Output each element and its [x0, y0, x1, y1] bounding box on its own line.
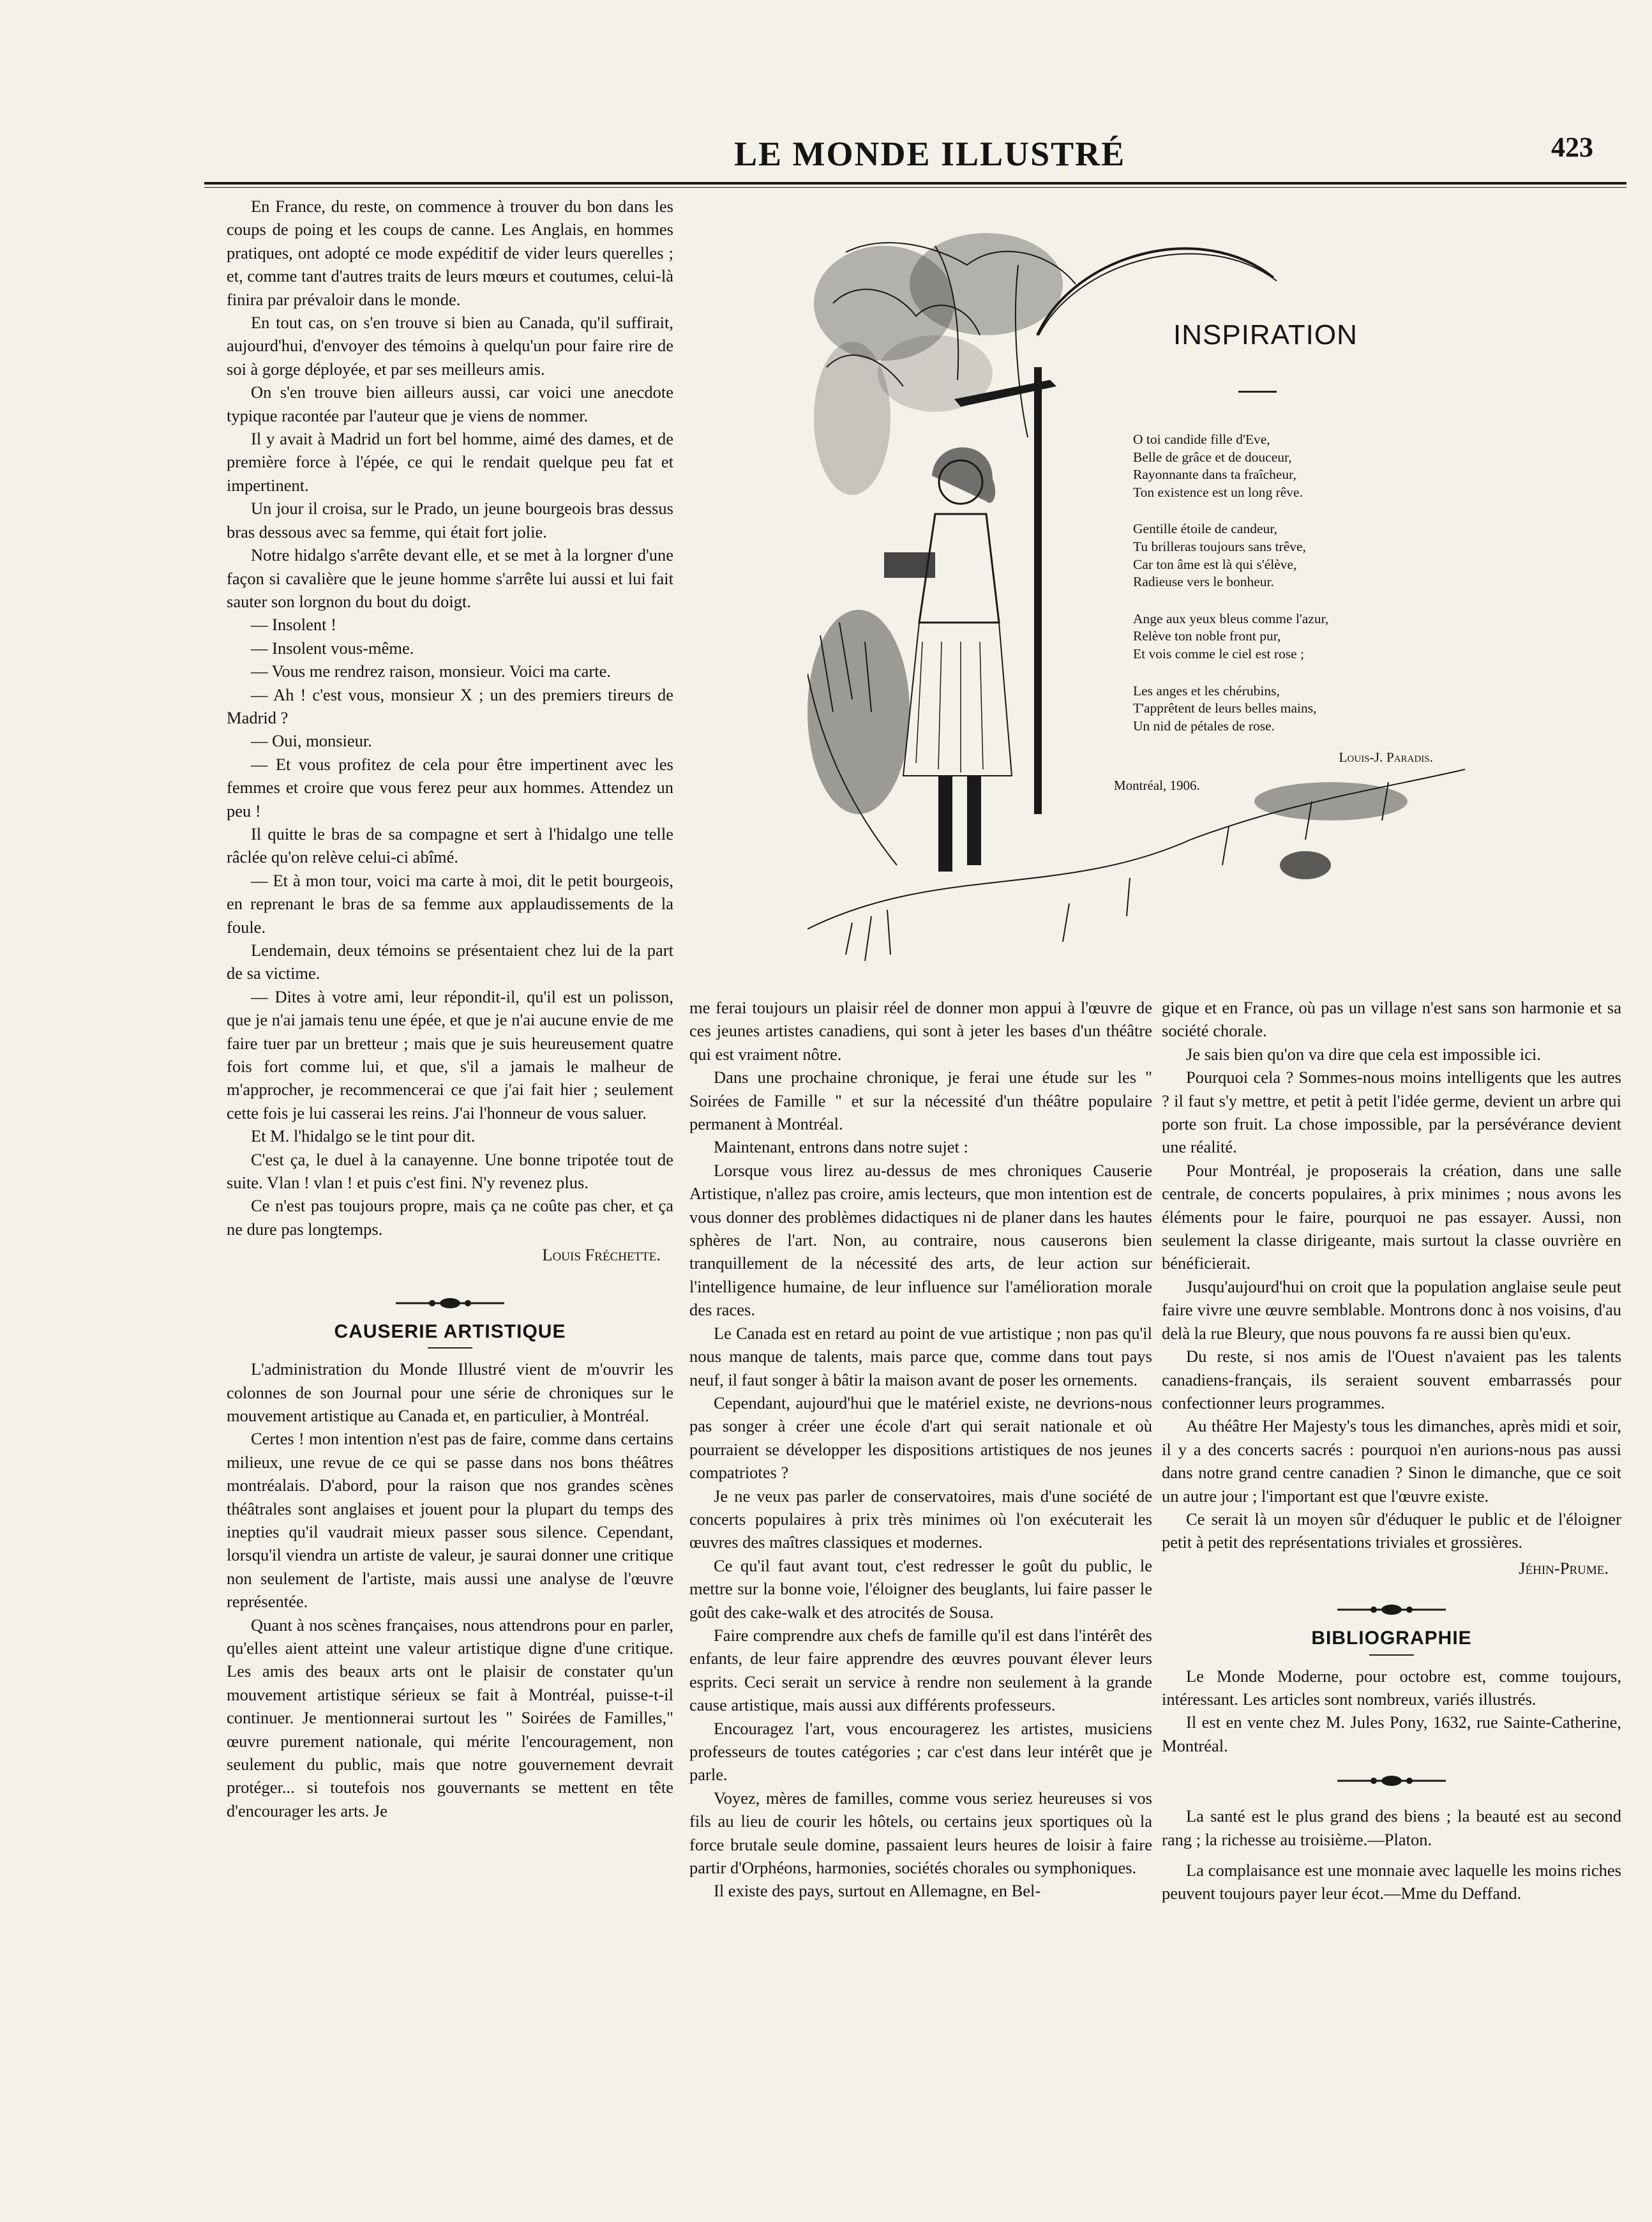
poem-line: Rayonnante dans ta fraîcheur,	[1133, 467, 1296, 483]
maxim: La santé est le plus grand des biens ; la beauté est au second rang ; la richesse au troisième.—Platon.	[1162, 1806, 1621, 1849]
poem-line: Les anges et les chérubins,	[1133, 683, 1280, 699]
poem-line: Ton existence est un long rêve.	[1133, 484, 1303, 500]
poem-line: O toi candide fille d'Eve,	[1133, 432, 1270, 447]
paragraph: — Insolent vous-même.	[251, 638, 414, 658]
header-rule-thin	[204, 187, 1626, 188]
paragraph: En tout cas, on s'en trouve si bien au Canada, qu'il suffirait, aujourd'hui, d'envoyer des témoins à quelqu'un pour faire rire de soi à gorge déployée, et par ses meilleurs amis.	[227, 313, 673, 379]
paragraph: Notre hidalgo s'arrête devant elle, et se met à la lorgner d'une façon si cavalière que le jeune homme s'arrête lui aussi et lui fait sauter son lorgnon du bout du doigt.	[227, 545, 673, 611]
poem-line: Car ton âme est là qui s'élève,	[1133, 556, 1297, 572]
paragraph: Pourquoi cela ? Sommes-nous moins intelligents que les autres ? il faut s'y mettre, et petit à petit l'idée germe, devient un arbre qui porte son fruit. La chose impossible, par la persévérance devient une réalité.	[1162, 1068, 1621, 1157]
poem-line: Relève ton noble front pur,	[1133, 628, 1281, 644]
paragraph: Un jour il croisa, sur le Prado, un jeune bourgeois bras dessus bras dessous avec sa femme, qui était fort jolie.	[227, 499, 673, 541]
poem-line: Gentille étoile de candeur,	[1133, 521, 1277, 537]
title-rule	[1369, 1654, 1414, 1656]
paragraph: — Insolent !	[251, 615, 336, 635]
paragraph: L'administration du Monde Illustré vient de m'ouvrir les colonnes de son Journal pour une série de chroniques sur le mouvement artistique au Canada et, en particulier, à Montréal.	[227, 1359, 673, 1425]
paragraph: Du reste, si nos amis de l'Ouest n'avaient pas les talents canadiens-français, ils seraient souvent embarrassés pour confectionner leurs programmes.	[1162, 1347, 1621, 1412]
column-middle	[689, 996, 1152, 1903]
paragraph: me ferai toujours un plaisir réel de donner mon appui à l'œuvre de ces jeunes artistes canadiens, qui sont à jeter les bases d'un théâtre qui est vraiment nôtre.	[689, 998, 1152, 1064]
paragraph: Dans une prochaine chronique, je ferai une étude sur les " Soirées de Famille " et sur la nécessité d'un théâtre populaire permanent à Montréal.	[689, 1068, 1152, 1134]
poem-line: Radieuse vers le bonheur.	[1133, 574, 1274, 590]
poem-title-rule	[1238, 391, 1277, 393]
paragraph: Jusqu'aujourd'hui on croit que la population anglaise seule peut faire vivre une œuvre semblable. Montrons donc à nos voisins, d'au delà la rue Bleury, que nous pouvons fa re aussi bien qu'eux.	[1162, 1276, 1621, 1343]
signature: Jéhin-Prume.	[1519, 1558, 1609, 1578]
paragraph: Je ne veux pas parler de conservatoires, mais d'une société de concerts populaires à prix très minimes où l'on exécuterait les œuvres des maîtres classiques et modernes.	[689, 1486, 1152, 1552]
paragraph: Lendemain, deux témoins se présentaient chez lui de la part de sa victime.	[227, 941, 673, 983]
header-rule	[204, 182, 1626, 185]
paragraph: Certes ! mon intention n'est pas de faire, comme dans certains milieux, une revue de ce qui se passe dans nos bons théâtres montréalais. D'abord, pour la raison que nos grandes scènes théâtrales sont anglaises et jouent pour la plupart du temps des inepties qu'il vaudrait mieux passer sous silence. Cependant, lorsqu'il viendra un artiste de valeur, je saurai donner une critique non seulement de l'artiste, mais aussi une analyse de l'œuvre représentée.	[227, 1429, 673, 1612]
paragraph: Ce qu'il faut avant tout, c'est redresser le goût du public, le mettre sur la bonne voie, l'éloigner des beuglants, lui faire passer le goût des cake-walk et des atrocités de Sousa.	[689, 1555, 1152, 1622]
paragraph: — Ah ! c'est vous, monsieur X ; un des premiers tireurs de Madrid ?	[227, 684, 673, 727]
paragraph: gique et en France, où pas un village n'est sans son harmonie et sa société chorale.	[1162, 998, 1621, 1041]
column-right	[1162, 996, 1621, 1905]
ornament-divider	[1334, 1599, 1449, 1621]
paragraph: Voyez, mères de familles, comme vous seriez heureuses si vos fils au lieu de courir les hôtels, ou certains jeux sportiques où la force brutale seule domine, passaient leurs heures de loisir à faire partir d'Orphéons, harmonies, sociétés chorales ou symphoniques.	[689, 1788, 1152, 1878]
paragraph: Encouragez l'art, vous encouragerez les artistes, musiciens professeurs de toutes catégories ; car c'est dans leur intérêt que je parle.	[689, 1718, 1152, 1785]
paragraph: Ce serait là un moyen sûr d'éduquer le public et de l'éloigner petit à petit des représentations triviales et grossières.	[1162, 1509, 1621, 1552]
paragraph: Pour Montréal, je proposerais la création, dans une salle centrale, de concerts populaires, à prix minimes ; nous avons les éléments pour le faire, pourquoi ne pas essayer. Aussi, non seulement la classe dirigeante, mais surtout la classe ouvrière en bénéficierait.	[1162, 1160, 1621, 1273]
newspaper-title: LE MONDE ILLUSTRÉ	[734, 135, 1126, 173]
ornament-divider	[1334, 1770, 1449, 1792]
paragraph: — Oui, monsieur.	[251, 731, 372, 751]
paragraph: — Et à mon tour, voici ma carte à moi, dit le petit bourgeois, en reprenant le bras de sa femme aux applaudissements de la foule.	[227, 870, 673, 937]
signature: Louis Fréchette.	[542, 1245, 661, 1265]
paragraph: Le Canada est en retard au point de vue artistique ; non pas qu'il nous manque de talents, mais parce que, comme dans tout pays neuf, il faut songer à bâtir la maison avant de poser les ornements.	[689, 1323, 1152, 1389]
poem-author: Louis-J. Paradis.	[1339, 750, 1433, 766]
title-rule	[428, 1347, 472, 1349]
paragraph: Faire comprendre aux chefs de famille qu'il est dans l'intérêt des enfants, de leur faire apprendre des œuvres pouvant élever leurs esprits. Ceci serait un service à rendre non seulement à la grande cause artistique, mais aussi aux différents professeurs.	[689, 1625, 1152, 1715]
poem-stanza	[1133, 610, 1433, 663]
paragraph: — Vous me rendrez raison, monsieur. Voici ma carte.	[251, 661, 611, 681]
paragraph: Quant à nos scènes françaises, nous attendrons pour en parler, qu'elles aient atteint une valeur artistique digne d'une critique. Les amis des beaux arts ont le plaisir de constater qu'un mouvement artistique sérieux se fait à Montréal, puisse-t-il continuer. Je mentionnerai surtout les " Soirées de Familles," œuvre purement nationale, qui mérite l'encouragement, non seulement du public, mais que notre gouvernement devrait protéger... si toutefois nos gouvernants se mettent en tête d'encourager les arts. Je	[227, 1615, 673, 1820]
paragraph: — Et vous profitez de cela pour être impertinent avec les femmes et croire que vous ferez peur aux hommes. Attendez un peu !	[227, 754, 673, 820]
poem-stanza	[1133, 520, 1433, 591]
poem-title: INSPIRATION	[1173, 319, 1358, 351]
poem-line: Belle de grâce et de douceur,	[1133, 449, 1292, 465]
paragraph: En France, du reste, on commence à trouver du bon dans les coups de poing et les coups de canne. Les Anglais, en hommes pratiques, ont adopté ce mode expéditif de vider leurs querelles ; et, comme tant d'autres traits de leurs mœurs et coutumes, celui-là finira par prévaloir dans le monde.	[227, 197, 673, 309]
paragraph: C'est ça, le duel à la canayenne. Une bonne tripotée tout de suite. Vlan ! vlan ! et puis c'est fini. N'y revenez plus.	[227, 1149, 673, 1193]
paragraph: Il existe des pays, surtout en Allemagne, en Bel-	[714, 1881, 1041, 1901]
paragraph: Je sais bien qu'on va dire que cela est impossible ici.	[1186, 1044, 1541, 1064]
page-number: 423	[1551, 132, 1593, 163]
paragraph: Le Monde Moderne, pour octobre est, comme toujours, intéressant. Les articles sont nombreux, variés illustrés.	[1162, 1666, 1621, 1709]
poem-line: Tu brilleras toujours sans trêve,	[1133, 538, 1306, 554]
paragraph: Il est en vente chez M. Jules Pony, 1632, rue Sainte-Catherine, Montréal.	[1162, 1712, 1621, 1755]
paragraph: — Dites à votre ami, leur répondit-il, qu'il est un polisson, que je n'ai jamais tenu une épée, et que je n'ai aucune envie de me faire tuer par un bretteur ; mais que je suis heureusement quatre fois fort comme lui, et que, s'il a jamais le malheur de m'approcher, je recommencerai ce que j'ai fait hier ; seulement cette fois je lui casserai les reins. J'ai l'honneur de vous saluer.	[227, 986, 673, 1122]
section-title-bibliographie: BIBLIOGRAPHIE	[1311, 1628, 1472, 1649]
paragraph: Et M. l'hidalgo se le tint pour dit.	[251, 1126, 476, 1146]
paragraph: Maintenant, entrons dans notre sujet :	[714, 1137, 968, 1157]
paragraph: Lorsque vous lirez au-dessus de mes chroniques Causerie Artistique, n'allez pas croire, amis lecteurs, que mon intention est de vous donner des problèmes didactiques ni de planer dans les hautes sphères de l'art. Non, au contraire, nous causerons bien tranquillement de la nécessité des arts, de leur action sur l'intelligence humaine, de leur influence sur l'amélioration morale des races.	[689, 1160, 1152, 1320]
poem-stanza	[1133, 431, 1433, 501]
paragraph: Au théâtre Her Majesty's tous les dimanches, après midi et soir, il y a des concerts sacrés : pourquoi n'en aurions-nous pas aussi dans notre grand centre canadien ? Sinon le dimanche, que ce soit un autre jour ; l'important est que l'œuvre existe.	[1162, 1416, 1621, 1506]
paragraph: Cependant, aujourd'hui que le matériel existe, ne devrions-nous pas songer à créer une école d'art qui serait nationale et où pourraient se développer les dispositions artistiques de nos jeunes compatriotes ?	[689, 1393, 1152, 1483]
maxim: La complaisance est une monnaie avec laquelle les moins riches peuvent toujours payer leur écot.—Mme du Deffand.	[1162, 1861, 1621, 1903]
paragraph: On s'en trouve bien ailleurs aussi, car voici une anecdote typique racontée par l'auteur que je viens de nommer.	[227, 382, 673, 425]
paragraph: Il quitte le bras de sa compagne et sert à l'hidalgo une telle râclée qu'on relève celui-ci abîmé.	[227, 824, 673, 867]
poem-line: Un nid de pétales de rose.	[1133, 718, 1275, 734]
poem	[1133, 431, 1433, 767]
poem-place-date: Montréal, 1906.	[1114, 778, 1200, 793]
section-title-causerie: CAUSERIE ARTISTIQUE	[334, 1320, 566, 1342]
poem-line: Ange aux yeux bleus comme l'azur,	[1133, 610, 1329, 626]
column-left	[227, 195, 673, 1822]
paragraph: Ce n'est pas toujours propre, mais ça ne coûte pas cher, et ça ne dure pas longtemps.	[227, 1196, 673, 1239]
ornament-divider	[393, 1292, 507, 1314]
paragraph: Il y avait à Madrid un fort bel homme, aimé des dames, et de première force à l'épée, ce qui le rendait quelque peu fat et impertinent.	[227, 429, 673, 495]
poem-stanza	[1133, 683, 1433, 736]
poem-line: T'apprêtent de leurs belles mains,	[1133, 700, 1317, 716]
poem-line: Et vois comme le ciel est rose ;	[1133, 646, 1305, 661]
